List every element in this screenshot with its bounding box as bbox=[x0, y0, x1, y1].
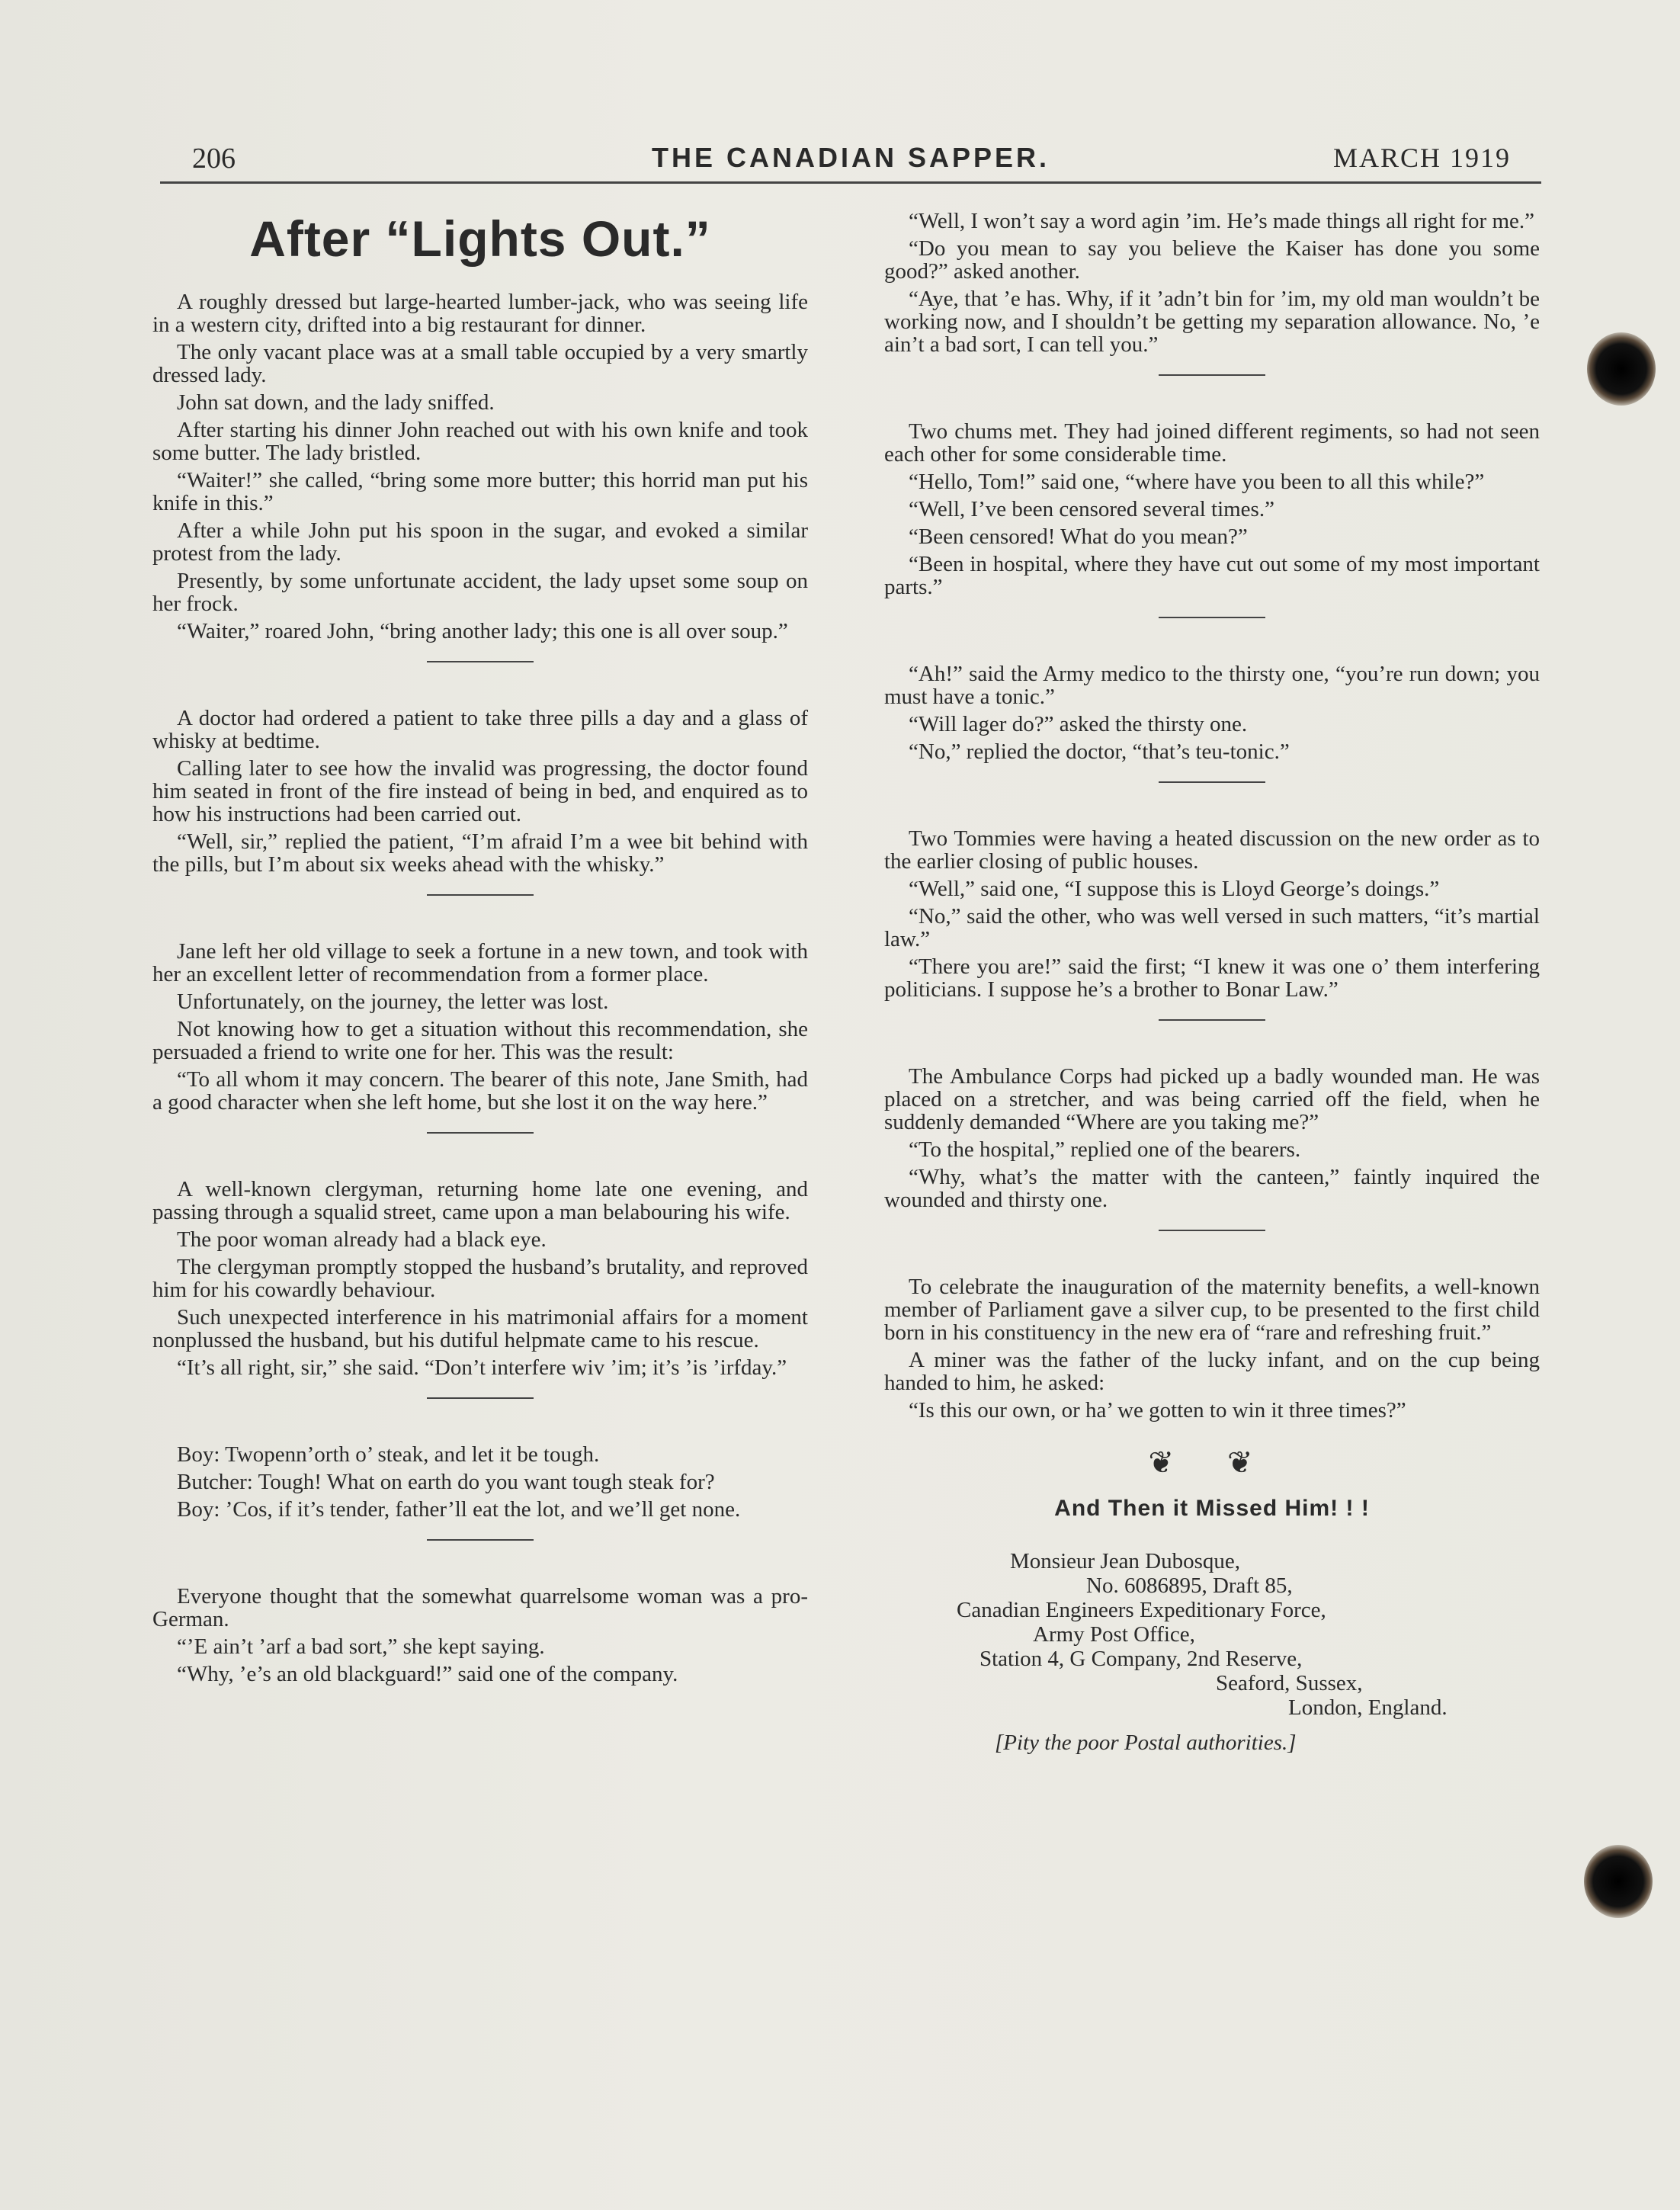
paragraph: “Is this our own, or ha’ we gotten to win it three times?” bbox=[909, 1398, 1406, 1423]
fleuron-ornament-icon: ❦ ❦ bbox=[1148, 1445, 1276, 1480]
paragraph: After starting his dinner John reached out with his own knife and took some butter. The lady bristled. bbox=[152, 418, 808, 465]
paragraph: “To the hospital,” replied one of the bearers. bbox=[909, 1137, 1301, 1162]
section-divider bbox=[1159, 1019, 1265, 1021]
article-title: After “Lights Out.” bbox=[249, 210, 711, 267]
address-line: Monsieur Jean Dubosque, bbox=[1010, 1549, 1241, 1573]
binding-hole-icon bbox=[1587, 332, 1656, 406]
paragraph: Boy: Twopenn’orth o’ steak, and let it be tough. bbox=[177, 1442, 600, 1467]
right-column bbox=[884, 210, 1540, 1755]
paragraph: Two Tommies were having a heated discussion on the new order as to the earlier closing of public houses. bbox=[884, 826, 1540, 874]
section-divider bbox=[427, 1132, 534, 1134]
paragraph: Everyone thought that the somewhat quarrelsome woman was a pro-German. bbox=[152, 1584, 808, 1631]
address-block bbox=[884, 1549, 1540, 1755]
paragraph: After a while John put his spoon in the sugar, and evoked a similar protest from the lady. bbox=[152, 518, 808, 566]
paragraph: Two chums met. They had joined different regiments, so had not seen each other for some considerable time. bbox=[884, 419, 1540, 467]
paragraph: Butcher: Tough! What on earth do you want tough steak for? bbox=[177, 1470, 715, 1494]
paragraph: “Why, what’s the matter with the canteen,” faintly inquired the wounded and thirsty one. bbox=[884, 1165, 1540, 1212]
page-number: 206 bbox=[192, 143, 236, 175]
paragraph: A doctor had ordered a patient to take three pills a day and a glass of whisky at bedtime. bbox=[152, 706, 808, 753]
paragraph: “Hello, Tom!” said one, “where have you been to all this while?” bbox=[909, 470, 1485, 494]
section-divider bbox=[1159, 374, 1265, 376]
paragraph: Boy: ’Cos, if it’s tender, father’ll eat the lot, and we’ll get none. bbox=[177, 1497, 741, 1522]
section-divider bbox=[427, 661, 534, 662]
address-line: London, England. bbox=[1288, 1695, 1448, 1720]
paragraph: “To all whom it may concern. The bearer of this note, Jane Smith, had a good character when she left home, but she lost it on the way here.” bbox=[152, 1067, 808, 1115]
paragraph: “Well, I won’t say a word agin ’im. He’s made things all right for me.” bbox=[909, 209, 1535, 233]
paragraph: “Waiter,” roared John, “bring another lady; this one is all over soup.” bbox=[177, 619, 788, 643]
paragraph: Unfortunately, on the journey, the letter was lost. bbox=[177, 990, 609, 1014]
paragraph: “No,” replied the doctor, “that’s teu-tonic.” bbox=[909, 739, 1290, 764]
address-line: Seaford, Sussex, bbox=[1216, 1671, 1363, 1695]
page-header bbox=[160, 136, 1541, 184]
paragraph: “Waiter!” she called, “bring some more butter; this horrid man put his knife in this.” bbox=[152, 468, 808, 515]
anecdote-chums bbox=[884, 420, 1540, 598]
paragraph: Calling later to see how the invalid was progressing, the doctor found him seated in front of the fire instead of being in bed, and enquired as to how his instructions had been carried out. bbox=[152, 756, 808, 826]
paragraph: The only vacant place was at a small table occupied by a very smartly dressed lady. bbox=[152, 340, 808, 387]
address-line: Army Post Office, bbox=[1033, 1622, 1195, 1647]
paragraph: “Do you mean to say you believe the Kaiser has done you some good?” asked another. bbox=[884, 236, 1540, 284]
address-line: Canadian Engineers Expeditionary Force, bbox=[957, 1598, 1326, 1622]
issue-date: MARCH 1919 bbox=[1332, 143, 1511, 173]
paragraph: “Well, I’ve been censored several times.” bbox=[909, 497, 1274, 521]
paragraph: “Well, sir,” replied the patient, “I’m afraid I’m a wee bit behind with the pills, but I’m about six weeks ahead with the whisky.” bbox=[152, 829, 808, 877]
paragraph: “There you are!” said the first; “I knew it was one o’ them interfering politicians. I suppose he’s a brother to Bonar Law.” bbox=[884, 954, 1540, 1002]
paragraph: The poor woman already had a black eye. bbox=[177, 1227, 547, 1252]
anecdote-clergyman bbox=[152, 1178, 808, 1379]
anecdote-tommies bbox=[884, 827, 1540, 1001]
paragraph: “Been censored! What do you mean?” bbox=[909, 524, 1248, 549]
anecdote-tonic bbox=[884, 662, 1540, 763]
paragraph: Presently, by some unfortunate accident, the lady upset some soup on her frock. bbox=[152, 569, 808, 616]
paragraph: A miner was the father of the lucky infant, and on the cup being handed to him, he asked: bbox=[884, 1348, 1540, 1395]
section-divider bbox=[1159, 617, 1265, 618]
anecdote-doctor bbox=[152, 707, 808, 876]
paragraph: Not knowing how to get a situation without this recommendation, she persuaded a friend to write one for her. This was the result: bbox=[152, 1017, 808, 1064]
anecdote-kaiser bbox=[884, 210, 1540, 356]
paragraph: “It’s all right, sir,” she said. “Don’t interfere wiv ’im; it’s ’is ’irfday.” bbox=[177, 1355, 787, 1380]
binding-hole-icon bbox=[1584, 1845, 1653, 1918]
paragraph: “Been in hospital, where they have cut out some of my most important parts.” bbox=[884, 552, 1540, 599]
anecdote-lumberjack bbox=[152, 290, 808, 643]
section-divider bbox=[1159, 1230, 1265, 1231]
paragraph: The clergyman promptly stopped the husband’s brutality, and reproved him for his cowardly behaviour. bbox=[152, 1255, 808, 1302]
address-footnote: [Pity the poor Postal authorities.] bbox=[995, 1730, 1297, 1755]
anecdote-ambulance bbox=[884, 1065, 1540, 1211]
anecdote-silver-cup bbox=[884, 1275, 1540, 1422]
section-divider bbox=[1159, 781, 1265, 783]
paragraph: “’E ain’t ’arf a bad sort,” she kept saying. bbox=[177, 1634, 545, 1659]
paragraph: “Will lager do?” asked the thirsty one. bbox=[909, 712, 1248, 736]
paragraph: John sat down, and the lady sniffed. bbox=[177, 390, 495, 415]
paragraph: A well-known clergyman, returning home late one evening, and passing through a squalid street, came upon a man belabouring his wife. bbox=[152, 1177, 808, 1224]
anecdote-pro-german bbox=[152, 1585, 808, 1686]
section-divider bbox=[427, 1397, 534, 1399]
publication-title: THE CANADIAN SAPPER. bbox=[651, 142, 1050, 173]
section-subtitle: And Then it Missed Him! ! ! bbox=[1054, 1496, 1370, 1521]
paragraph: A roughly dressed but large-hearted lumber-jack, who was seeing life in a western city, drifted into a big restaurant for dinner. bbox=[152, 290, 808, 337]
paragraph: The Ambulance Corps had picked up a badly wounded man. He was placed on a stretcher, and was being carried off the field, when he suddenly demanded “Where are you taking me?” bbox=[884, 1064, 1540, 1134]
paragraph: “Aye, that ’e has. Why, if it ’adn’t bin for ’im, my old man wouldn’t be working now, and I shouldn’t be getting my separation allowance. No, ’e ain’t a bad sort, I can tell you.” bbox=[884, 287, 1540, 357]
paragraph: Jane left her old village to seek a fortune in a new town, and took with her an excellent letter of recommendation from a former place. bbox=[152, 939, 808, 986]
paragraph: To celebrate the inauguration of the maternity benefits, a well-known member of Parliament gave a silver cup, to be presented to the first child born in his constituency in the new era of “rare and refreshing fruit.” bbox=[884, 1275, 1540, 1345]
paragraph: “Ah!” said the Army medico to the thirsty one, “you’re run down; you must have a tonic.” bbox=[884, 662, 1540, 709]
paragraph: “Why, ’e’s an old blackguard!” said one of the company. bbox=[177, 1662, 678, 1686]
paragraph: “Well,” said one, “I suppose this is Lloyd George’s doings.” bbox=[909, 877, 1440, 901]
section-divider bbox=[427, 1539, 534, 1541]
paragraph: Such unexpected interference in his matrimonial affairs for a moment nonplussed the husband, but his dutiful helpmate came to his rescue. bbox=[152, 1305, 808, 1352]
section-divider bbox=[427, 894, 534, 896]
paragraph: “No,” said the other, who was well versed in such matters, “it’s martial law.” bbox=[884, 904, 1540, 951]
anecdote-butcher bbox=[152, 1443, 808, 1521]
left-column bbox=[152, 210, 808, 1690]
address-line: No. 6086895, Draft 85, bbox=[1086, 1573, 1293, 1598]
address-line: Station 4, G Company, 2nd Reserve, bbox=[979, 1647, 1303, 1671]
anecdote-jane bbox=[152, 940, 808, 1114]
